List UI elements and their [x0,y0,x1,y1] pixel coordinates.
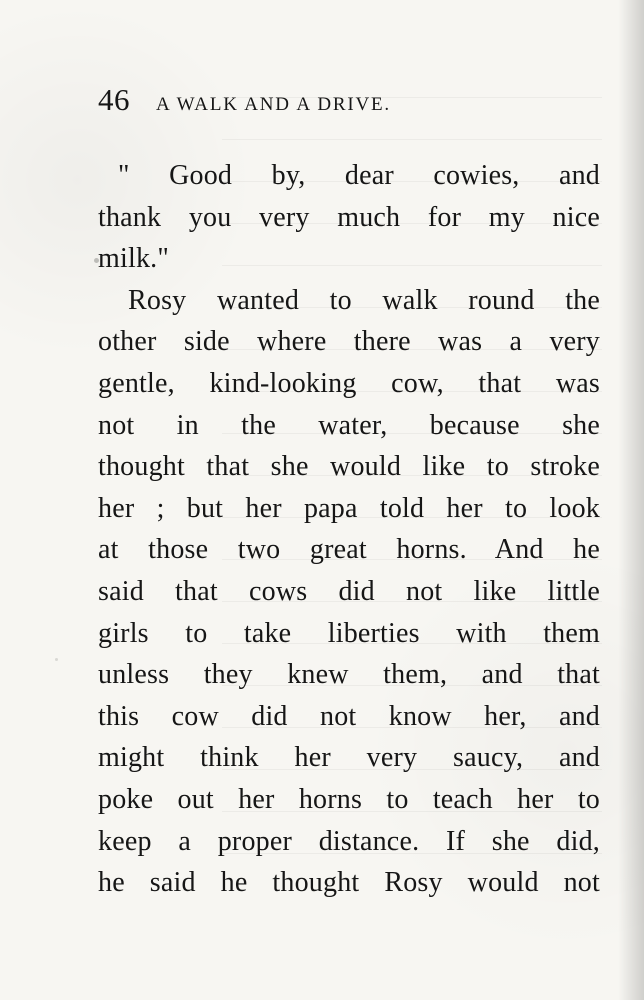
running-head: A WALK AND A DRIVE. [156,94,391,115]
page-text [98,155,600,904]
text-line: he said he thought Rosy would not [98,867,600,899]
text-line: unless they knew them, and that [98,659,600,691]
text-line: her ; but her papa told her to look [98,492,600,524]
text-line: girls to take liberties with them [98,617,600,649]
text-line: said that cows did not like little [98,575,600,607]
text-line: this cow did not know her, and [98,700,600,732]
paper-speck [55,658,58,661]
text-line: might think her very saucy, and [98,742,600,774]
text-line: Rosy wanted to walk round the [128,284,600,316]
text-line: poke out her horns to teach her to [98,783,600,815]
text-line: " Good by, dear cowies, and [118,160,600,191]
text-line: not in the water, because she [98,409,600,441]
page-edge-shadow [618,0,644,1000]
text-line: at those two great horns. And he [98,534,600,566]
page-number: 46 [98,82,130,117]
text-line: gentle, kind-looking cow, that was [98,367,600,399]
text-line: thought that she would like to stroke [98,451,600,483]
text-line: thank you very much for my nice [98,201,600,233]
text-line: milk." [98,243,169,275]
text-line: other side where there was a very [98,326,600,358]
text-line: keep a proper distance. If she did, [98,825,600,857]
page-header [98,84,598,124]
